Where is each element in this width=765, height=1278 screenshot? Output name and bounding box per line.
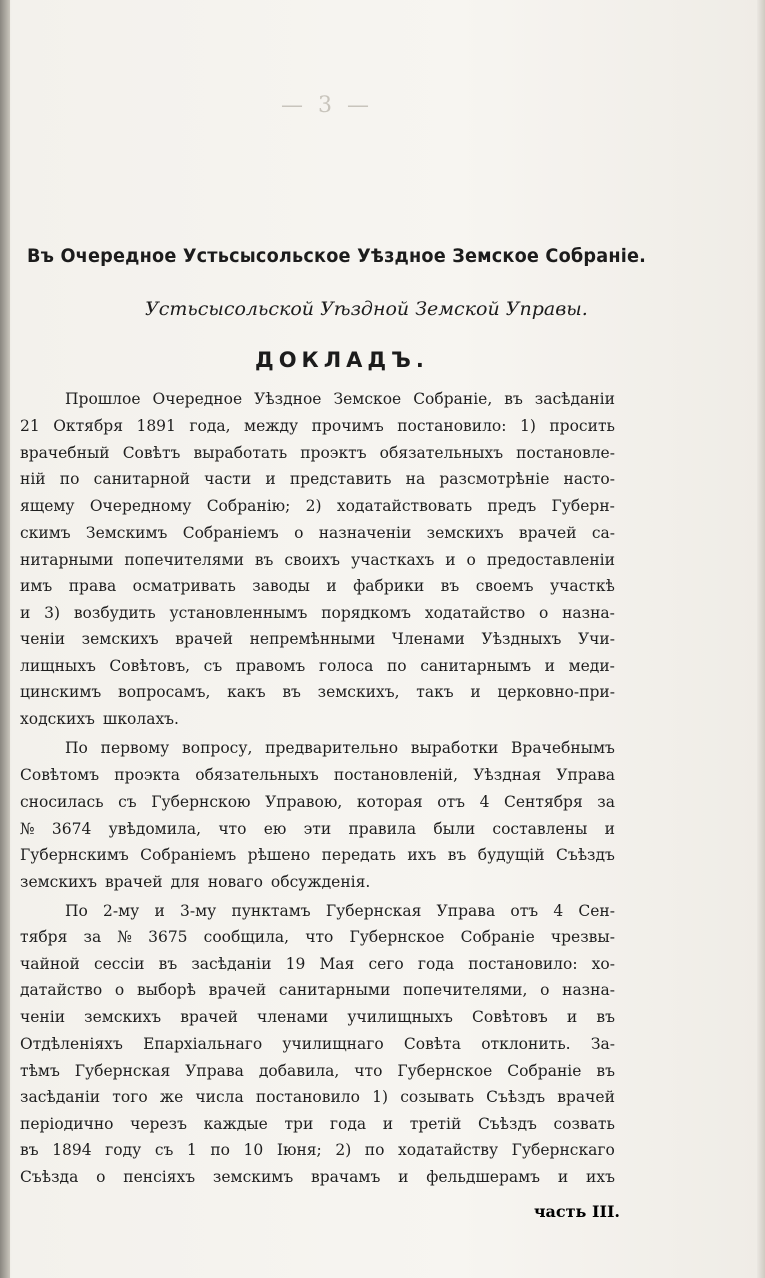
word: постановленій, — [333, 765, 459, 784]
word: о — [114, 981, 125, 1000]
word: Губерн- — [551, 496, 615, 515]
word: по — [386, 656, 407, 675]
word: 10 — [243, 1141, 264, 1160]
word: ящему — [20, 496, 75, 515]
word: разсмотрѣніе — [439, 470, 550, 489]
word: земскихъ — [20, 872, 97, 891]
text-line — [20, 1035, 615, 1053]
text-line — [20, 524, 615, 542]
word: По — [65, 739, 88, 758]
word: Епархіальнаго — [143, 1035, 263, 1054]
word: въ — [158, 954, 178, 973]
text-line — [20, 793, 615, 811]
word: три — [284, 1114, 314, 1133]
word: постановило — [255, 1088, 360, 1107]
word: Прошлое — [65, 390, 141, 408]
word: земскихъ — [84, 1008, 162, 1026]
word: цинскимъ — [20, 683, 102, 702]
word: правомъ — [235, 656, 306, 675]
word: санитарнымъ — [420, 656, 532, 675]
word: датайство — [20, 981, 103, 1000]
word: правила — [348, 819, 417, 838]
word: 3675 — [148, 928, 188, 947]
word: по — [59, 470, 80, 489]
word: 3674 — [51, 819, 92, 838]
word: постановило: — [468, 954, 578, 973]
word: земскихъ, — [317, 683, 400, 702]
text-line — [65, 739, 615, 757]
word: для — [170, 872, 200, 891]
word: Губернскаго — [511, 1141, 615, 1160]
word: того — [112, 1088, 148, 1107]
word: назначеніи — [318, 524, 412, 543]
word: Врачебнымъ — [511, 739, 615, 758]
word: Очередное — [152, 390, 243, 408]
word: 1 — [186, 1141, 197, 1160]
word: 2) — [335, 1141, 352, 1160]
text-line — [20, 683, 615, 701]
word: установленнымъ — [169, 603, 308, 622]
document-title: ДОКЛАДЪ. — [255, 348, 429, 372]
text-line — [65, 390, 615, 408]
word: 4 — [479, 793, 490, 812]
word: 19 — [285, 954, 306, 973]
word: лищныхъ — [20, 656, 96, 675]
word: въ — [440, 577, 460, 596]
word: Членами — [391, 630, 465, 649]
word: Мая — [319, 954, 355, 973]
word: Собраніе — [460, 928, 535, 947]
word: сносилась — [20, 793, 104, 812]
word: созывать — [400, 1088, 475, 1107]
word: выборѣ — [136, 981, 196, 1000]
word: Съѣзда — [20, 1168, 79, 1186]
word: эти — [303, 819, 332, 838]
word: меди- — [568, 656, 615, 675]
word: части — [204, 470, 252, 489]
word: ихъ — [586, 1168, 615, 1186]
word: за — [597, 793, 615, 812]
word: Съѣздъ — [477, 1114, 537, 1133]
word: въ — [504, 390, 523, 408]
word: Съѣздъ — [486, 1088, 546, 1107]
word: отъ — [510, 901, 539, 920]
word: земскихъ — [426, 524, 504, 543]
word: попечителями — [124, 550, 244, 569]
word: своихъ — [284, 550, 341, 569]
word: вопросу, — [182, 739, 253, 758]
word: возбудить — [73, 603, 156, 622]
word: Совѣтовъ — [472, 1008, 548, 1026]
word: Октября — [53, 417, 123, 436]
catchword: часть III. — [533, 1202, 620, 1221]
word: и — [398, 1168, 409, 1186]
word: участкахъ — [350, 550, 435, 569]
word: фабрики — [353, 577, 425, 596]
word: врачамъ — [311, 1168, 381, 1186]
word: земскимъ — [212, 1168, 294, 1186]
word: предъ — [487, 496, 537, 515]
word: о — [96, 1168, 106, 1186]
word: представить — [289, 470, 392, 489]
text-line — [20, 710, 615, 728]
word: и — [470, 683, 481, 702]
binding-gutter — [0, 0, 10, 1278]
word: Сентября — [504, 793, 583, 812]
word: году — [105, 1141, 142, 1160]
text-line — [20, 846, 615, 864]
word: школахъ. — [102, 709, 179, 728]
word: въ — [596, 1061, 615, 1080]
word: фельдшерамъ — [426, 1168, 541, 1186]
word: составлены — [492, 819, 588, 838]
word: пунктамъ — [231, 901, 311, 920]
word: Губернское — [349, 928, 445, 947]
word: съ — [118, 793, 137, 812]
word: сессіи — [93, 954, 145, 973]
word: Совѣтъ — [122, 443, 181, 462]
word: и — [544, 656, 556, 675]
word: выработки — [410, 739, 499, 758]
word: 2-му — [103, 901, 140, 920]
word: года — [417, 954, 455, 973]
word: ходатайству — [398, 1141, 499, 1160]
word: чайной — [20, 954, 80, 973]
word: проэкта — [114, 765, 181, 784]
word: врачей — [175, 630, 233, 649]
text-line — [20, 981, 615, 999]
word: врачей — [105, 872, 163, 891]
word: въ — [254, 550, 274, 569]
word: санитарной — [93, 470, 190, 489]
word: 1891 — [136, 417, 176, 436]
text-line — [20, 604, 615, 622]
word: и — [604, 819, 615, 838]
word: ихъ — [407, 846, 437, 865]
word: непремѣнными — [249, 630, 376, 649]
sender-line: Устьсысольской Уѣздной Земской Управы. — [145, 298, 588, 320]
word: ею — [263, 819, 287, 838]
word: между — [244, 417, 299, 436]
word: Совѣтовъ, — [109, 656, 191, 675]
word: и — [557, 1168, 569, 1186]
word: о — [538, 603, 549, 622]
word: вопросамъ, — [117, 683, 211, 702]
word: прочимъ — [311, 417, 384, 436]
text-line — [20, 1008, 615, 1026]
word: попечителями, — [402, 981, 528, 1000]
word: Сен- — [578, 901, 615, 920]
word: 21 — [20, 417, 40, 436]
word: Собраніе, — [413, 390, 493, 408]
word: такъ — [416, 683, 454, 702]
text-line — [20, 657, 615, 675]
word: и — [326, 577, 337, 596]
page-edge — [757, 0, 765, 1278]
word: са- — [591, 524, 615, 543]
word: сего — [368, 954, 404, 973]
word: что — [305, 928, 334, 947]
word: третій — [409, 1114, 462, 1133]
text-line — [20, 820, 615, 838]
word: 1894 — [52, 1141, 92, 1160]
word: на — [405, 470, 426, 489]
word: Съѣздъ — [555, 846, 615, 865]
word: членами — [257, 1008, 329, 1026]
word: назна- — [562, 603, 615, 622]
word: что — [218, 819, 247, 838]
word: съ — [154, 1141, 174, 1160]
word: скимъ — [20, 524, 71, 543]
word: предоставленіи — [486, 550, 615, 569]
word: и — [566, 1008, 578, 1026]
word: новаго — [207, 872, 263, 891]
word: участкѣ — [550, 577, 615, 596]
word: Губернское — [397, 1061, 493, 1080]
text-line — [20, 630, 615, 648]
word: ній — [20, 470, 46, 489]
word: пенсіяхъ — [123, 1168, 196, 1186]
word: врачебный — [20, 443, 110, 462]
text-line — [20, 497, 615, 515]
word: созвать — [553, 1114, 615, 1133]
word: какъ — [227, 683, 266, 702]
word: ченіи — [20, 1008, 66, 1026]
addressee-heading: Въ Очередное Устьсысольское Уѣздное Земское Собраніе. — [27, 245, 647, 267]
word: тѣмъ — [20, 1061, 60, 1080]
word: Управа — [185, 1061, 244, 1080]
word: назна- — [562, 981, 615, 1000]
word: Собраніемъ — [140, 846, 237, 865]
word: обязательныхъ — [379, 443, 504, 462]
word: врачей — [518, 524, 577, 543]
word: и — [265, 470, 276, 489]
word: училищныхъ — [347, 1008, 453, 1026]
word: которая — [356, 793, 423, 812]
word: Уѣздная — [473, 765, 542, 784]
word: ходскихъ — [20, 709, 95, 728]
text-line — [20, 1141, 615, 1159]
text-line — [20, 928, 615, 946]
word: года, — [189, 417, 231, 436]
word: Собраніе — [507, 1061, 582, 1080]
word: Губернская — [74, 1061, 171, 1080]
word: и — [382, 1114, 394, 1133]
word: Уѣздныхъ — [481, 630, 562, 649]
word: отклонить. — [481, 1035, 571, 1054]
word: Управа — [436, 901, 496, 920]
word: просить — [549, 417, 615, 436]
word: имъ — [20, 577, 53, 596]
word: увѣдомила, — [108, 819, 202, 838]
word: будущій — [477, 846, 545, 865]
word: обязательныхъ — [195, 765, 319, 784]
word: по — [210, 1141, 230, 1160]
text-line — [20, 873, 615, 891]
word: первому — [100, 739, 170, 758]
word: Земскимъ — [85, 524, 168, 543]
word: и — [20, 603, 31, 622]
word: 3) — [44, 603, 61, 622]
text-line — [20, 1062, 615, 1080]
word: года — [329, 1114, 367, 1133]
word: за — [83, 928, 102, 947]
word: По — [65, 901, 88, 920]
word: отъ — [437, 793, 466, 812]
word: порядкомъ — [321, 603, 412, 622]
word: о — [540, 981, 550, 1000]
word: 4 — [553, 901, 564, 920]
word: въ — [596, 1008, 615, 1026]
word: врачей — [208, 981, 267, 1000]
word: по — [364, 1141, 385, 1160]
word: въ — [447, 846, 467, 865]
word: и — [445, 550, 456, 569]
word: обсужденія. — [270, 872, 371, 891]
word: Собраніемъ — [182, 524, 279, 543]
word: нитарными — [20, 550, 114, 569]
word: засѣданіи — [191, 954, 272, 973]
word: добавила, — [258, 1061, 340, 1080]
word: постановило: — [397, 417, 507, 436]
page-number: — 3 — — [281, 93, 373, 118]
word: въ — [282, 683, 301, 702]
word: 1) — [519, 417, 536, 436]
word: Учи- — [577, 630, 615, 649]
word: земскихъ — [81, 630, 159, 649]
word: № — [117, 928, 132, 947]
word: были — [433, 819, 476, 838]
word: Земское — [333, 390, 402, 408]
word: Губернскою — [151, 793, 251, 812]
text-line — [65, 902, 615, 920]
text-line — [20, 470, 615, 488]
text-line — [20, 766, 615, 784]
word: чрезвы- — [550, 928, 615, 947]
word: своемъ — [475, 577, 534, 596]
word: врачей — [180, 1008, 238, 1026]
text-line — [20, 955, 615, 973]
word: Іюня; — [276, 1141, 322, 1160]
word: Губернскимъ — [20, 846, 129, 865]
word: предварительно — [265, 739, 399, 758]
word: хо- — [591, 954, 615, 973]
word: тября — [20, 928, 68, 947]
word: ченіи — [20, 630, 66, 649]
word: каждые — [203, 1114, 268, 1133]
word: голоса — [318, 656, 374, 675]
word: Управа — [556, 765, 615, 784]
word: выработать — [193, 443, 288, 462]
word: передать — [321, 846, 396, 865]
word: сообщила, — [203, 928, 290, 947]
text-line — [20, 1115, 615, 1133]
text-line — [20, 1088, 615, 1106]
word: Уѣздное — [254, 390, 322, 408]
word: Отдѣленіяхъ — [20, 1035, 123, 1054]
word: насто- — [563, 470, 615, 489]
word: 2) — [305, 496, 322, 515]
word: За- — [590, 1035, 615, 1054]
word: церковно-при- — [497, 683, 615, 702]
word: училищнаго — [282, 1035, 384, 1054]
word: черезъ — [130, 1114, 187, 1133]
word: заводы — [252, 577, 310, 596]
word: въ — [20, 1141, 39, 1160]
word: что — [354, 1061, 383, 1080]
word: врачей — [557, 1088, 615, 1107]
word: періодично — [20, 1114, 114, 1133]
text-line — [20, 577, 615, 595]
word: засѣданіи — [20, 1088, 101, 1107]
word: санитарными — [278, 981, 391, 1000]
word: проэктъ — [300, 443, 367, 462]
word: постановле- — [516, 443, 615, 462]
word: о — [466, 550, 476, 569]
word: осматривать — [132, 577, 236, 596]
word: же — [159, 1088, 184, 1107]
word: Управою, — [265, 793, 343, 812]
word: Губернская — [325, 901, 422, 920]
word: Совѣтомъ — [20, 765, 100, 784]
word: ходатайство — [424, 603, 526, 622]
text-line — [20, 1168, 615, 1186]
word: и — [154, 901, 165, 920]
word: числа — [195, 1088, 244, 1107]
word: права — [68, 577, 117, 596]
word: 3-му — [180, 901, 217, 920]
word: рѣшено — [247, 846, 311, 865]
text-line — [20, 417, 615, 435]
word: Совѣта — [403, 1035, 461, 1054]
word: № — [20, 819, 35, 838]
word: ходатайствовать — [336, 496, 473, 515]
word: засѣданіи — [534, 390, 615, 408]
word: съ — [203, 656, 223, 675]
text-line — [20, 444, 615, 462]
word: Очередному — [89, 496, 192, 515]
word: Собранію; — [206, 496, 291, 515]
word: о — [294, 524, 304, 543]
text-line — [20, 551, 615, 569]
word: 1) — [372, 1088, 389, 1107]
